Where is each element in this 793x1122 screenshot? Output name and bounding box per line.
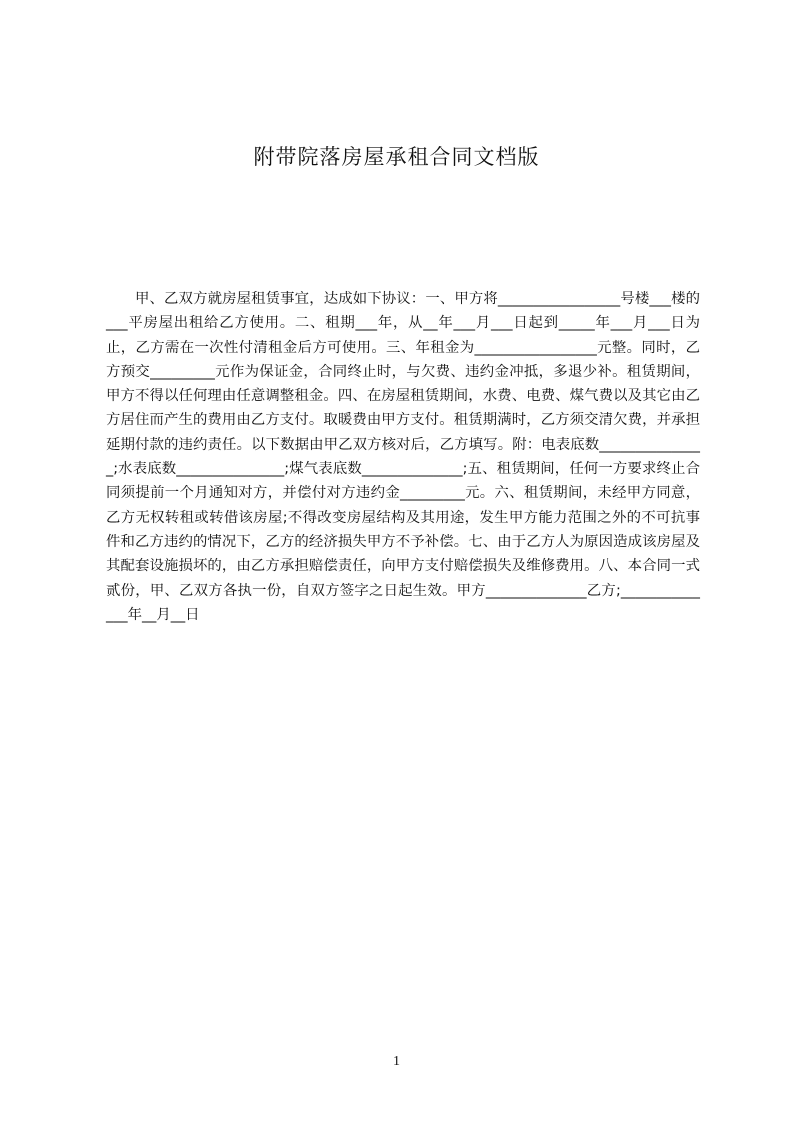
- document-title: 附带院落房屋承租合同文档版: [253, 145, 540, 169]
- contract-body-paragraph: 甲、乙双方就房屋租赁事宜，达成如下协议：一、甲方将_________________号楼___楼的___平房屋出租给乙方使用。二、租期___年，从__年___月___日起到_____年___月___日为止，乙方需在一次性付清租金后方可使用。三、年租金为_________________元整。同时，乙方预交_________元作为保证金，合同终止时，与欠费、违约金冲抵，多退少补。租赁期间，甲方不得以任何理由任意调整租金。四、在房屋租赁期间，水费、电费、煤气费以及其它由乙方居住而产生的费用由乙方支付。取暖费由甲方支付。租赁期满时，乙方须交清欠费，并承担延期付款的违约责任。以下数据由甲乙双方核对后，乙方填写。附：电表底数_______________;水表底数_______________;煤气表底数______________;五、租赁期间，任何一方要求终止合同须提前一个月通知对方，并偿付对方违约金_________元。六、租赁期间，未经甲方同意，乙方无权转租或转借该房屋;不得改变房屋结构及其用途，发生甲方能力范围之外的不可抗事件和乙方违约的情况下，乙方的经济损失甲方不予补偿。七、由于乙方人为原因造成该房屋及其配套设施损坏的，由乙方承担赔偿责任，向甲方支付赔偿损失及维修费用。八、本合同一式贰份，甲、乙双方各执一份，自双方签字之日起生效。甲方______________乙方;______________年__月__日: [106, 291, 700, 623]
- page-number: 1: [393, 1054, 400, 1069]
